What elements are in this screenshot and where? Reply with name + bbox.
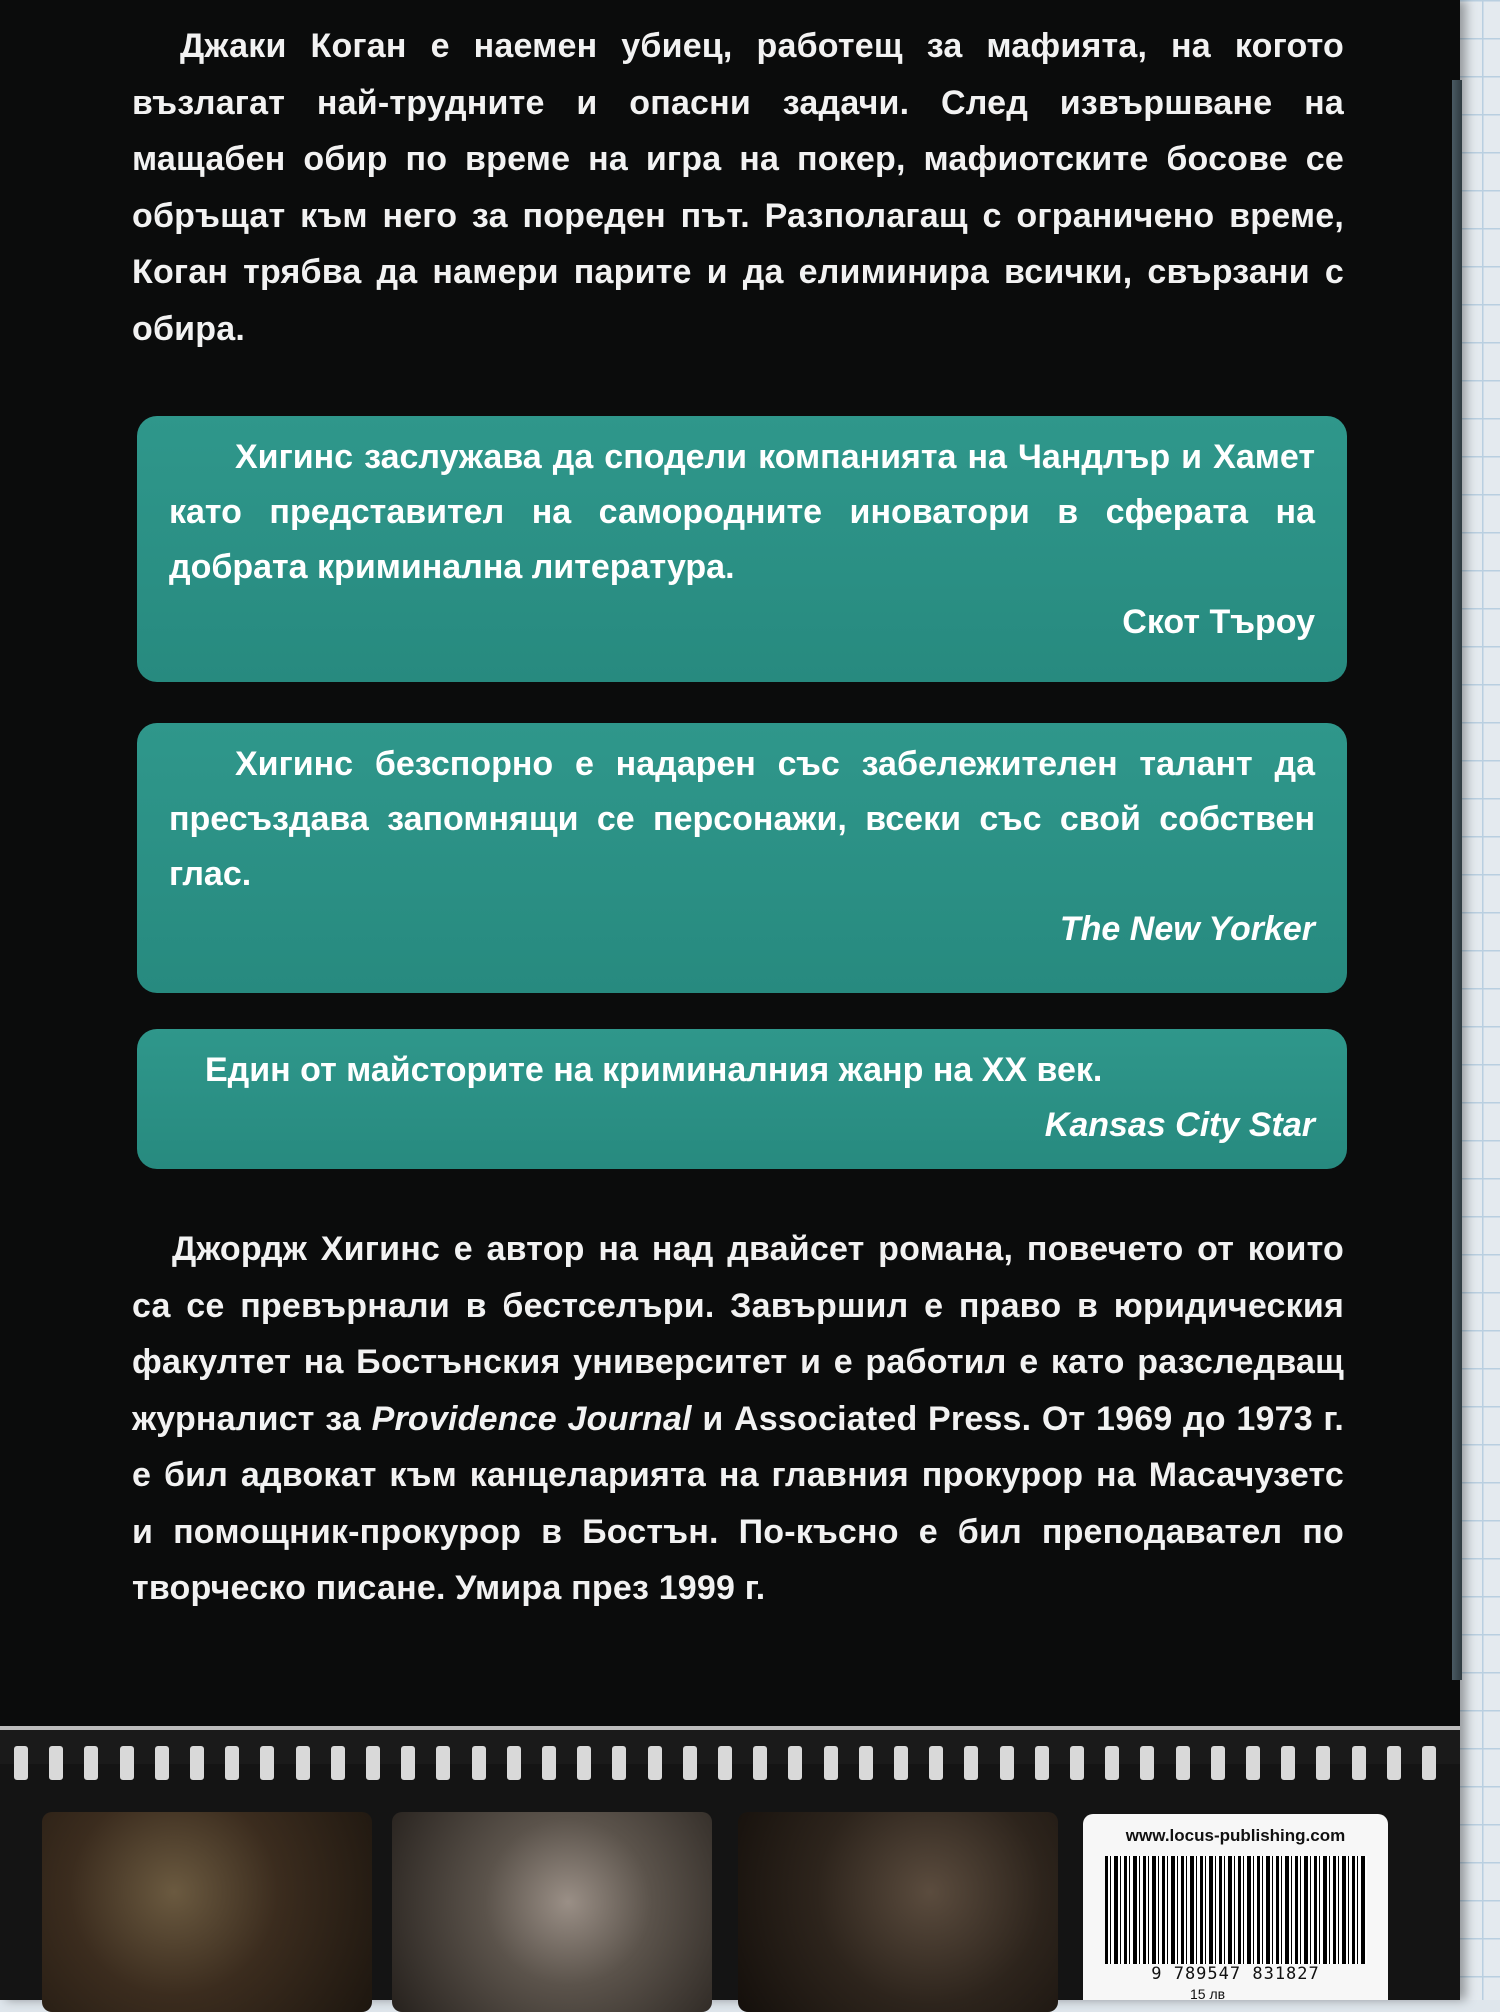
sprocket-hole [894, 1746, 908, 1780]
sprocket-hole [788, 1746, 802, 1780]
quote-box-1 [137, 416, 1347, 682]
bio-part-2: и Associated Press. От 1969 до 1973 г. е бил адвокат към канцеларията на главния прокурор на Масачузетс и помощник-прокурор в Бостън. По-късно е бил преподавател по творческо писане. Умира през 1999 г. [132, 1399, 1345, 1607]
sprocket-hole [1176, 1746, 1190, 1780]
sprocket-hole [84, 1746, 98, 1780]
film-frame-image [392, 1812, 712, 2012]
price-label: 15 лв [1190, 1986, 1226, 2000]
quote-text: Хигинс заслужава да сподели компанията на Чандлър и Хамет като представител на самородните иноватори в сферата на добрата криминална литература. [169, 438, 1315, 586]
sprocket-hole [1070, 1746, 1084, 1780]
sprocket-hole [225, 1746, 239, 1780]
sprocket-hole [472, 1746, 486, 1780]
sprocket-hole [1387, 1746, 1401, 1780]
sprocket-hole [260, 1746, 274, 1780]
sprocket-hole [366, 1746, 380, 1780]
sprocket-hole [1281, 1746, 1295, 1780]
sprocket-hole [1352, 1746, 1366, 1780]
sprocket-hole [14, 1746, 28, 1780]
synopsis-text [132, 18, 1344, 357]
barcode-panel [1083, 1814, 1388, 2000]
sprocket-hole [648, 1746, 662, 1780]
sprocket-hole [929, 1746, 943, 1780]
barcode-icon [1105, 1856, 1367, 1964]
sprocket-hole [1422, 1746, 1436, 1780]
sprocket-hole [507, 1746, 521, 1780]
synopsis-paragraph: Джаки Коган е наемен убиец, работещ за мафията, на когото възлагат най-трудните и опасни задачи. След извършване на мащабен обир по време на игра на покер, мафиотските босове се обръщат към него за пореден път. Разполагащ с ограничено време, Коган трябва да намери парите и да елиминира всички, свързани с обира. [132, 27, 1344, 348]
sprocket-hole [683, 1746, 697, 1780]
quote-source: The New Yorker [1059, 910, 1315, 948]
sprocket-hole [401, 1746, 415, 1780]
sprocket-hole [49, 1746, 63, 1780]
sprocket-hole [577, 1746, 591, 1780]
sprocket-hole [296, 1746, 310, 1780]
sprocket-hole [190, 1746, 204, 1780]
film-frame-image [738, 1812, 1058, 2012]
quote-text: Хигинс безспорно е надарен със забележителен талант да пресъздава запомнящи се персонажи, всеки със свой собствен глас. [169, 745, 1315, 893]
sprocket-hole [120, 1746, 134, 1780]
sprocket-hole [612, 1746, 626, 1780]
isbn-number: 9 789547 831827 [1151, 1964, 1320, 1984]
sprocket-hole [964, 1746, 978, 1780]
sprocket-hole [1316, 1746, 1330, 1780]
quote-source: Kansas City Star [1044, 1106, 1315, 1144]
sprocket-hole [155, 1746, 169, 1780]
sprocket-hole [718, 1746, 732, 1780]
sprocket-hole [1000, 1746, 1014, 1780]
publisher-url: www.locus-publishing.com [1125, 1826, 1346, 1845]
quote-box-3 [137, 1029, 1347, 1169]
sprocket-hole [753, 1746, 767, 1780]
sprocket-hole [1246, 1746, 1260, 1780]
quote-source: Скот Търоу [1122, 603, 1315, 641]
sprocket-hole [1211, 1746, 1225, 1780]
bio-part-1: Джордж Хигинс е автор на над двайсет романа, повечето от които са се превърнали в бестселъри. Завършил е право в юридическия факултет на Бостънския университет и е работил е като разследващ журналист за [132, 1230, 1344, 1438]
author-bio-paragraph [132, 1221, 1344, 1617]
quote-box-2 [137, 723, 1347, 993]
sprocket-hole [331, 1746, 345, 1780]
film-frame-image [42, 1812, 372, 2012]
sprocket-hole [859, 1746, 873, 1780]
sprocket-hole [1105, 1746, 1119, 1780]
cover-edge [1452, 80, 1462, 1680]
quote-text: Един от майсторите на криминалния жанр на XX век. [205, 1051, 1103, 1089]
sprocket-hole [1140, 1746, 1154, 1780]
author-bio-text [132, 1221, 1344, 1617]
sprocket-hole [436, 1746, 450, 1780]
sprocket-hole [542, 1746, 556, 1780]
sprocket-hole [1035, 1746, 1049, 1780]
sprocket-hole [824, 1746, 838, 1780]
bio-italic-publication: Providence Journal [371, 1399, 692, 1438]
